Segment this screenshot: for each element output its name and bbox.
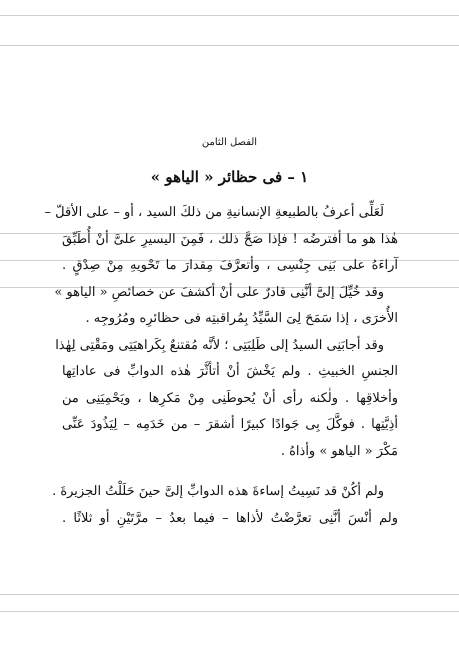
text-line: وأخلاقِها . ولٰكنه رأى أنْ يُحوطَنِى مِنْ مَكرِها ، ويَحْمِيَنِى من: [62, 390, 398, 406]
chapter-heading: الفصل الثامن: [201, 137, 258, 148]
text-line: ولم أكُنْ قد نَسِيتُ إساءةَ هذه الدوابِّ إلىَّ حينَ حَلَلْتُ الجزيرةَ .: [52, 484, 384, 499]
body-text: [44, 200, 398, 532]
text-line: ولم أنْسَ أنَّنِى تعرَّضْتُ لأذاها – فيما بعدُ – مرَّتَيْنِ أو ثلاثًا .: [62, 510, 398, 526]
text-line: هٰذا هو ما أفترضُه ! فإذا صَحَّ ذلك ، فَمِنَ اليسيرِ علىَّ أنْ أُطَبِّقَ: [62, 231, 398, 247]
text-line: مَكْرَ « الياهو » وأذاهُ .: [280, 443, 398, 459]
paragraph-gap: [62, 465, 398, 479]
text-line: آراءَهُ على بَنِى جِنْسِى ، وأتعرَّفَ مِقدارَ ما تَحْويهِ مِنْ صِدْقٍ .: [62, 258, 398, 273]
section-title: ١ – فى حظائر « الياهو »: [150, 168, 309, 186]
text-line: وقد أجابَنِى السيدُ إلى طَلِبَتِى ؛ لأنَّه مُقتنعٌ بِكَراهيَتِى ومَقْتِى لِهٰذا: [55, 337, 384, 353]
paragraph: [55, 333, 398, 466]
paragraph: [44, 200, 398, 280]
paragraph: [52, 479, 398, 532]
text-line: الجنسِ الخبيثِ . ولم يَخْشَ أنْ أتأثَّرَ هٰذه الدوابِّ فى عاداتِها: [62, 364, 398, 379]
ruled-line: [0, 611, 459, 612]
text-line: الأُخرَى ، إذا سَمَحَ لِىَ السَّيِّدُ بِمُراقبتِه فى حظائرِه ومُرُوجِه .: [85, 311, 398, 326]
text-line: لَعَلِّى أعرفُ بالطبيعةِ الإنسانيةِ من ذلكَ السيد ، أو – على الأقلّ –: [44, 205, 384, 220]
ruled-line: [0, 594, 459, 595]
text-line: أذِيَّتِها . فوكَّلَ بِى جَوادًا كبيرًا أشقرَ – من خَدَمِه – لِيَذُودَ عَنِّى: [62, 417, 398, 432]
paragraph: [54, 280, 398, 333]
ruled-line: [0, 45, 459, 46]
ruled-line: [0, 15, 459, 16]
text-line: وقد خُيِّلَ إلىَّ أنَّنِى قادرٌ على أنْ أكشفَ عن خصائصِ « الياهو »: [54, 284, 384, 300]
